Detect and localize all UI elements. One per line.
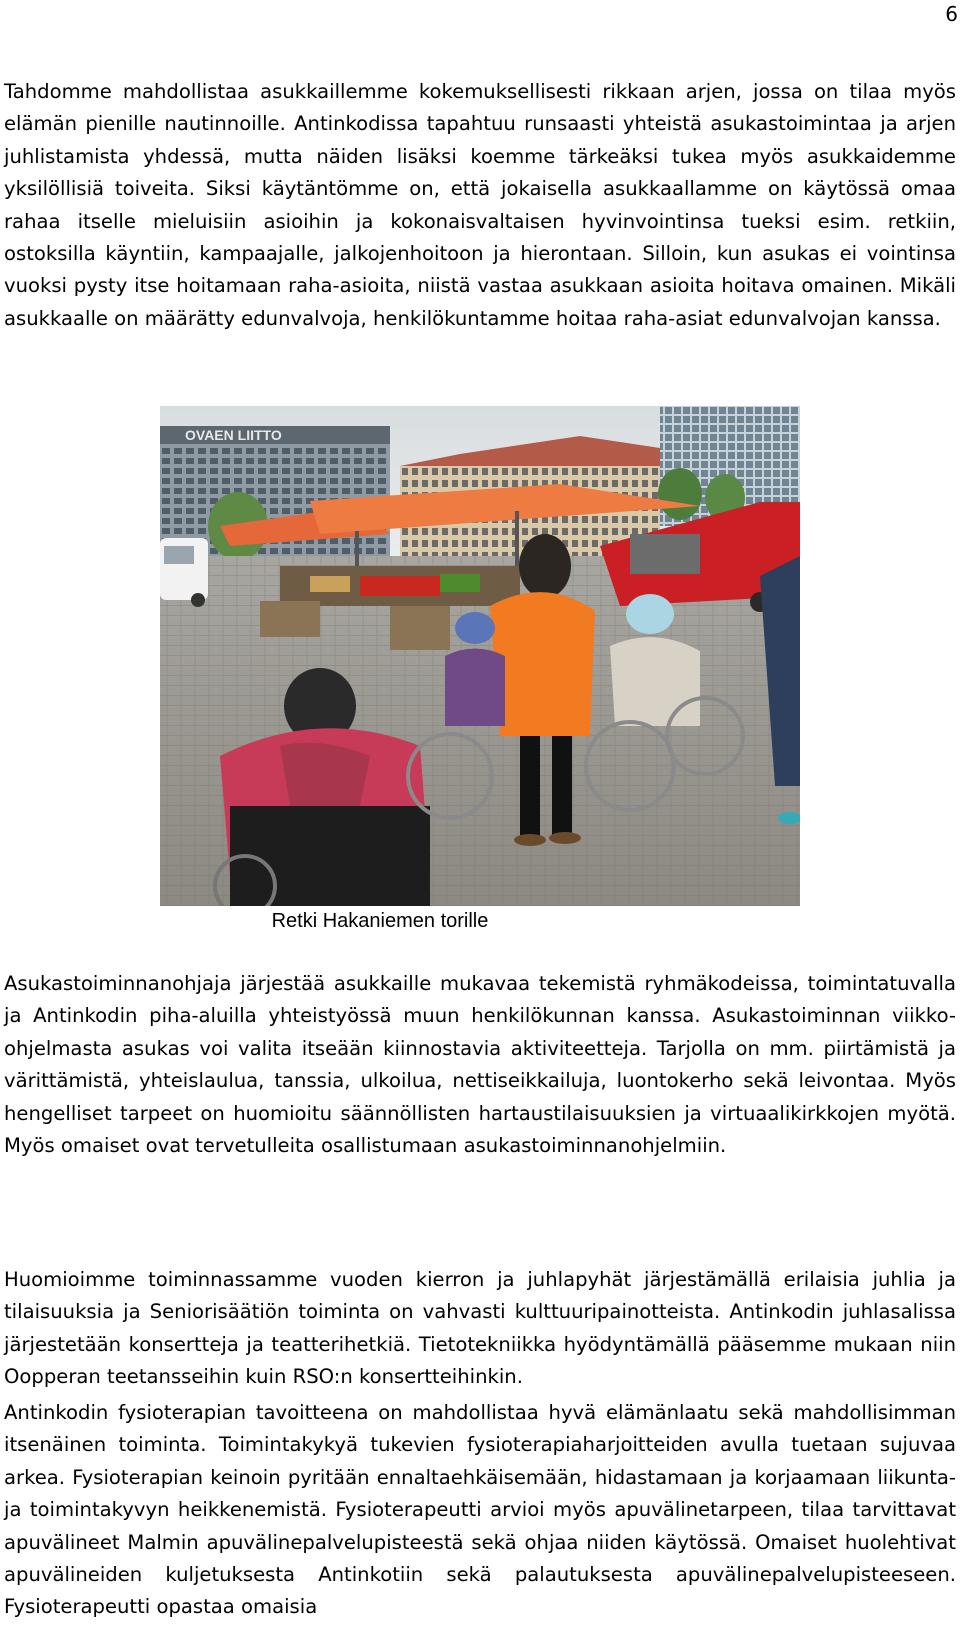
paragraph-everyday-life: Tahdomme mahdollistaa asukkaillemme kokemuksellisesti rikkaan arjen, jossa on tilaa myös elämän pienille nautinnoille. Antinkodissa tapahtuu runsaasti yhteistä asukastoimintaa ja arjen juhlistamista yhdessä, mutta näiden lisäksi koemme tärkeäksi tukea myös asukkaidemme yksilöllisiä toiveita. Siksi käytäntömme on, että jokaisella asukkaallamme on käytössä omaa rahaa itselle mieluisiin asioihin ja kokonaisvaltaisen hyvinvointinsa tueksi esim. retkiin, ostoksilla käyntiin, kampaajalle, jalkojenhoitoon ja hierontaan. Silloin, kun asukas ei vointinsa vuoksi pysty itse hoitamaan raha-asioita, niistä vastaa asukkaan asioita hoitava omainen. Mikäli asukkaalle on määrätty edunvalvoja, henkilökuntamme hoitaa raha-asiat edunvalvojan kanssa. [4, 80, 956, 330]
paragraph-culture-events: Huomioimme toiminnassamme vuoden kierron ja juhlapyhät järjestämällä erilaisia juhlia ja tilaisuuksia ja Seniorisäätiön toiminta on vahvasti kulttuuripainotteista. Antinkodin juhlasalissa järjestetään konsertteja ja teatterihetkiä. Tietotekniikka hyödyntämällä pääsemme mukaan niin Oopperan teetansseihin kuin RSO:n konsertteihinkin. [4, 1268, 956, 1389]
paragraph-resident-activities: Asukastoiminnanohjaja järjestää asukkaille mukavaa tekemistä ryhmäkodeissa, toimintatuvalla ja Antinkodin piha-aluilla yhteistyössä muun henkilökunnan kanssa. Asukastoiminnan viikko-ohjelmasta asukas voi valita itseään kiinnostavia aktiviteetteja. Tarjolla on mm. piirtämistä ja värittämistä, yhteislaulua, tanssia, ulkoilua, nettiseikkailuja, luontokerho sekä leivontaa. Myös hengelliset tarpeet on huomioitu säännöllisten hartaustilaisuuksien ja virtuaalikirkkojen myötä. Myös omaiset ovat tervetulleita osallistumaan asukastoiminnanohjelmiin. [4, 972, 956, 1158]
photo-caption: Retki Hakaniemen torille [271, 910, 489, 932]
paragraph-physiotherapy: Antinkodin fysioterapian tavoitteena on mahdollistaa hyvä elämänlaatu sekä mahdollisimman itsenäinen toiminta. Toimintakykyä tukevien fysioterapiaharjoitteiden avulla tuetaan sujuvaa arkea. Fysioterapian keinoin pyritään ennaltaehkäisemään, hidastamaan ja korjaamaan liikunta- ja toimintakyvyn heikkenemistä. Fysioterapeutti arvioi myös apuvälinetarpeen, tilaa tarvittavat apuvälineet Malmin apuvälinepalvelupisteestä sekä ohjaa niiden käytössä. Omaiset huolehtivat apuvälineiden kuljetuksesta Antinkotiin sekä palautuksesta apuvälinepalvelupisteeseen. Fysioterapeutti opastaa omaisia [4, 1401, 956, 1619]
building-sign: OVAEN LIITTO [185, 427, 282, 443]
white-van [160, 538, 208, 607]
market-trip-photo [160, 406, 800, 906]
page-number: 6 [945, 2, 958, 26]
